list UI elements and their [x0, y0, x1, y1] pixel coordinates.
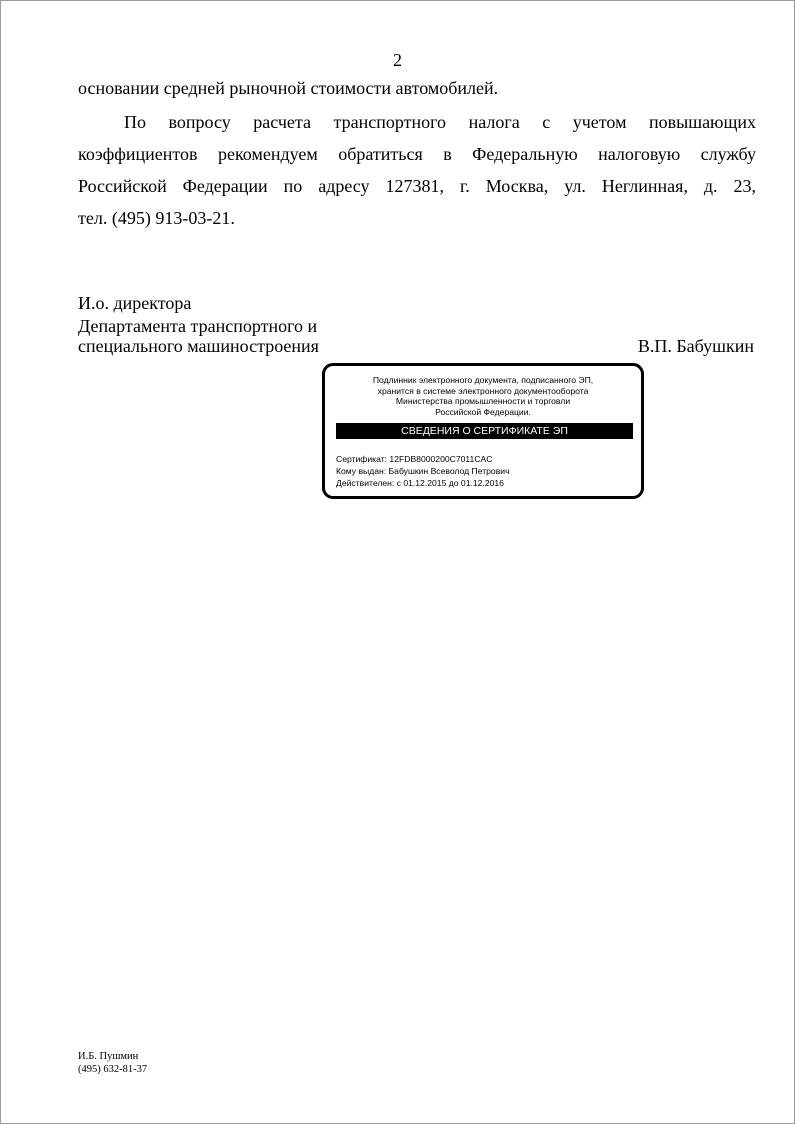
executor-name: И.Б. Пушмин: [78, 1051, 139, 1062]
signer-position-line: специального машиностроения: [78, 336, 319, 356]
paragraph-line: коэффициентов рекомендуем обратиться в Федеральную налоговую службу: [78, 144, 756, 164]
signer-name: В.П. Бабушкин: [637, 336, 754, 356]
stamp-header-line: Подлинник электронного документа, подписанного ЭП,: [372, 375, 594, 385]
stamp-header: [325, 375, 641, 417]
signer-position-line: И.о. директора: [78, 293, 192, 313]
stamp-certificate-bar: СВЕДЕНИЯ О СЕРТИФИКАТЕ ЭП: [336, 423, 633, 439]
paragraph-continuation-line: основании средней рыночной стоимости автомобилей.: [78, 78, 499, 98]
stamp-issued-to: Кому выдан: Бабушкин Всеволод Петрович: [336, 466, 510, 476]
electronic-signature-stamp: [322, 363, 644, 499]
stamp-header-line: хранится в системе электронного документооборота: [377, 385, 589, 396]
executor-phone: (495) 632-81-37: [78, 1064, 148, 1075]
stamp-certificate-number: Сертификат: 12FDB8000200C7011CAC: [336, 454, 493, 464]
paragraph-line: По вопросу расчета транспортного налога с учетом повышающих: [124, 112, 756, 132]
stamp-header-line: Министерства промышленности и торговли: [395, 396, 571, 407]
stamp-validity: Действителен: с 01.12.2015 до 01.12.2016: [336, 478, 504, 488]
paragraph-line: тел. (495) 913-03-21.: [78, 208, 235, 228]
paragraph-line: Российской Федерации по адресу 127381, г. Москва, ул. Неглинная, д. 23,: [78, 176, 756, 196]
stamp-header-line: Российской Федерации.: [435, 406, 531, 417]
signer-position-line: Департамента транспортного и: [78, 316, 318, 336]
page-number: 2: [393, 50, 402, 70]
